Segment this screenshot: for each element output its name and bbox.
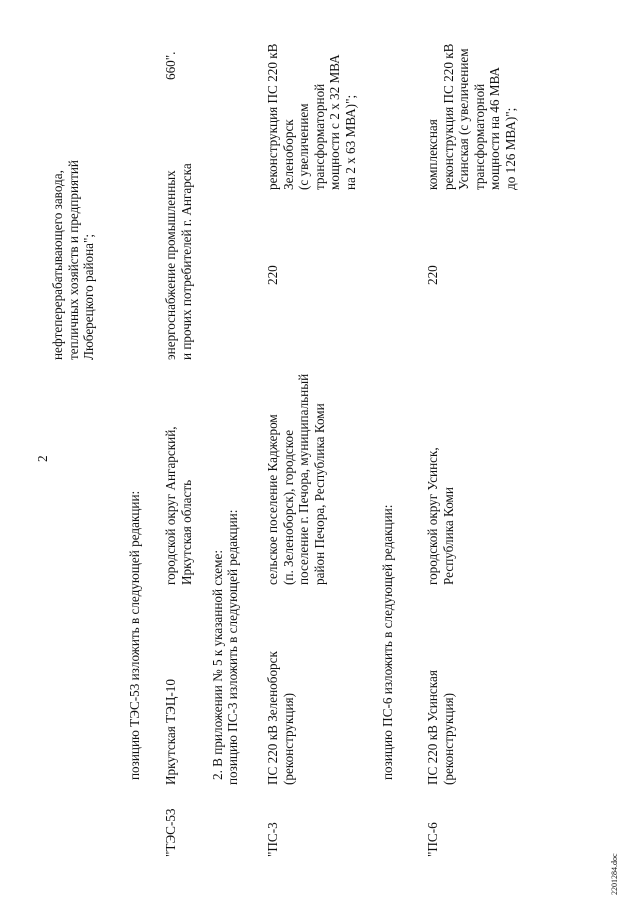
page-number: 2 [35, 455, 50, 462]
intro-ps3: позицию ПС-3 изложить в следующей редакции: [225, 509, 240, 785]
ps3-voltage: 220 [265, 265, 280, 285]
section-2-heading: 2. В приложении № 5 к указанной схеме: [210, 549, 225, 780]
ps3-location: сельское поселение Каджером (п. Зеленоборск), городское поселение г. Печора, муниципальный район Печора, Республика Коми [265, 373, 327, 585]
ps6-code: "ПС-6 [425, 822, 440, 857]
ps3-purpose: реконструкция ПС 220 кВ Зеленоборск (с увеличением трансформаторной мощности с 2 x 32 МВА на 2 x 63 МВА)"; [265, 43, 358, 190]
ps6-location: городской округ Усинск, Республика Коми [425, 447, 456, 585]
intro-tes53: позицию ТЭС-53 изложить в следующей редакции: [127, 490, 142, 780]
ps6-purpose: комплексная реконструкция ПС 220 кВ Усинская (с увеличением трансформаторной мощности на 46 МВА до 126 МВА)"; [425, 43, 518, 190]
top-remainder-name: нефтеперерабатывающего завода, тепличных хозяйств и предприятий Люберецкого района"; [50, 160, 96, 360]
ps3-code: "ПС-3 [265, 822, 280, 857]
ps6-name: ПС 220 кВ Усинская (реконструкция) [425, 670, 456, 785]
intro-ps6: позицию ПС-6 изложить в следующей редакции: [380, 504, 395, 780]
tes53-location: городской округ Ангарский, Иркутская область [163, 426, 194, 585]
tes53-name: Иркутская ТЭЦ-10 [163, 679, 178, 785]
ps6-voltage: 220 [425, 265, 440, 285]
ps3-name: ПС 220 кВ Зеленоборск (реконструкция) [265, 651, 296, 785]
tes53-code: "ТЭС-53 [163, 808, 178, 857]
file-name: 2201284.doc [610, 853, 619, 895]
tes53-value: 660". [163, 51, 178, 80]
tes53-purpose: энергоснабжение промышленных и прочих потребителей г. Ангарска [163, 163, 194, 360]
